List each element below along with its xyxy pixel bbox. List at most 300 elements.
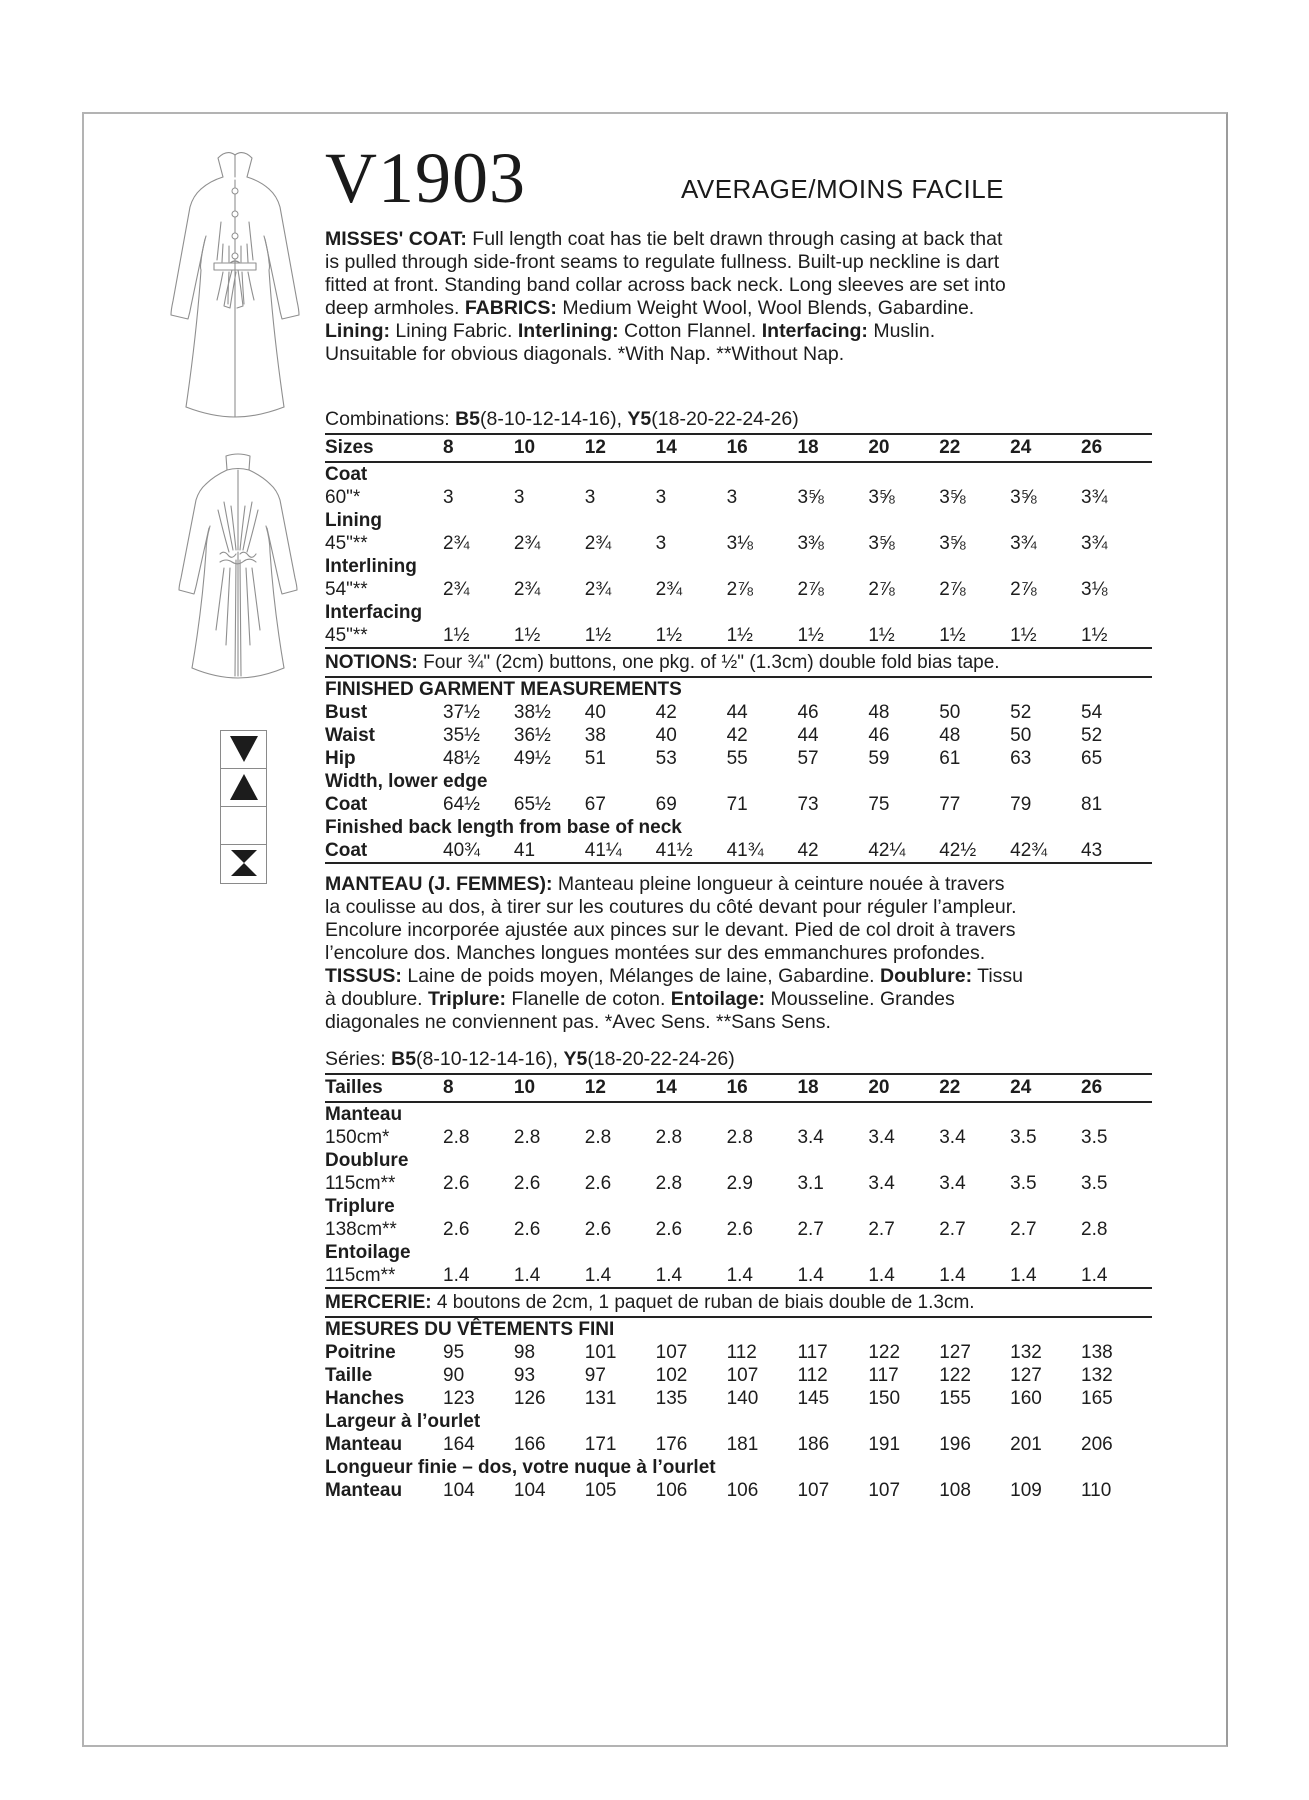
value-cell: 64½: [443, 794, 480, 815]
group-label: Coat: [325, 464, 368, 485]
value-cell: 42½: [939, 840, 977, 861]
value-cell: 93: [513, 1365, 536, 1386]
value-cell: 3: [513, 487, 525, 508]
value-cell: 79: [1010, 794, 1032, 815]
value-cell: 35½: [443, 725, 480, 746]
group-row: [325, 1149, 1152, 1172]
value-cell: 40: [584, 702, 606, 723]
value-cell: 3.5: [1081, 1173, 1108, 1194]
value-cell: 2¾: [655, 579, 683, 600]
text-run: Medium Weight Wool, Wool Blends, Gabardine.: [556, 297, 975, 319]
value-cell: 73: [797, 794, 819, 815]
value-cell: 2⅞: [797, 579, 824, 600]
value-cell: 3.5: [1010, 1173, 1037, 1194]
group-row: [325, 601, 1152, 624]
group-label: Manteau: [325, 1104, 403, 1125]
value-cell: 126: [513, 1388, 546, 1409]
data-row: [325, 1364, 1152, 1387]
value-cell: 57: [797, 748, 819, 769]
row-label: 45"**: [325, 625, 368, 646]
value-cell: 69: [655, 794, 677, 815]
group-label: Interlining: [325, 556, 417, 577]
group-label: Longueur finie – dos, votre nuque à l’ourlet: [325, 1457, 716, 1478]
value-cell: 46: [797, 702, 819, 723]
value-cell: 196: [939, 1434, 971, 1455]
value-cell: 176: [655, 1434, 688, 1455]
value-cell: 2.8: [726, 1127, 753, 1148]
group-label: Lining: [325, 510, 382, 531]
value-cell: 98: [513, 1342, 536, 1363]
size-column-header: 12: [585, 1074, 656, 1102]
value-cell: 107: [726, 1365, 759, 1386]
value-cell: 2.9: [726, 1173, 753, 1194]
value-cell: 3: [584, 487, 596, 508]
value-cell: 3¾: [1010, 533, 1037, 554]
value-cell: 2⅞: [868, 579, 895, 600]
value-cell: 3⅝: [939, 487, 966, 508]
value-cell: 2.6: [726, 1219, 753, 1240]
size-column-header: 22: [939, 434, 1010, 462]
value-cell: 42¾: [1010, 840, 1048, 861]
value-cell: 3⅛: [1081, 579, 1108, 600]
value-cell: 48: [868, 702, 890, 723]
bold-text-run: Entoilage:: [670, 988, 766, 1010]
value-cell: 51: [584, 748, 606, 769]
value-cell: 122: [868, 1342, 901, 1363]
value-cell: 171: [584, 1434, 617, 1455]
size-column-header: 24: [1010, 434, 1081, 462]
bold-text-run: Y5: [563, 1048, 588, 1070]
value-cell: 181: [726, 1434, 759, 1455]
value-cell: 107: [655, 1342, 688, 1363]
value-cell: 1.4: [868, 1265, 895, 1286]
group-label: Largeur à l’ourlet: [325, 1411, 481, 1432]
text-run: (8-10-12-14-16),: [480, 408, 628, 430]
group-row: [325, 462, 1152, 486]
size-column-header: 22: [939, 1074, 1010, 1102]
size-column-header: 20: [868, 434, 939, 462]
value-cell: 2¾: [513, 533, 541, 554]
value-cell: 75: [868, 794, 890, 815]
row-label: Bust: [325, 702, 368, 723]
table-header-label: Sizes: [325, 434, 443, 462]
value-cell: 1.4: [443, 1265, 470, 1286]
value-cell: 201: [1010, 1434, 1042, 1455]
size-column-header: 24: [1010, 1074, 1081, 1102]
value-cell: 105: [584, 1480, 617, 1501]
row-label: 45"**: [325, 533, 368, 554]
data-row: [325, 1218, 1152, 1241]
value-cell: 3.4: [868, 1173, 895, 1194]
value-cell: 53: [655, 748, 677, 769]
heading-label: MESURES DU VÊTEMENTS FINI: [325, 1319, 615, 1340]
value-cell: 3: [443, 487, 454, 508]
size-column-header: 18: [797, 1074, 868, 1102]
bold-text-run: MISSES' COAT:: [325, 228, 467, 250]
value-cell: 2¾: [513, 579, 541, 600]
row-label: Poitrine: [325, 1342, 396, 1363]
value-cell: 2.8: [513, 1127, 541, 1148]
value-cell: 2.7: [939, 1219, 966, 1240]
value-cell: 3⅝: [868, 487, 895, 508]
value-cell: 3¾: [1081, 533, 1108, 554]
value-cell: 61: [939, 748, 961, 769]
value-cell: 123: [443, 1388, 475, 1409]
hourglass-symbol: [221, 845, 266, 883]
value-cell: 44: [726, 702, 748, 723]
cutting-layout-symbols: [220, 730, 267, 884]
value-cell: 50: [1010, 725, 1032, 746]
table-header-label: Tailles: [325, 1074, 443, 1102]
value-cell: 3.5: [1010, 1127, 1037, 1148]
value-cell: 2.8: [655, 1173, 683, 1194]
bold-text-run: Interlining:: [517, 320, 619, 342]
table-header-row: [325, 434, 1152, 462]
value-cell: 38: [584, 725, 606, 746]
value-cell: 81: [1081, 794, 1103, 815]
data-row: [325, 532, 1152, 555]
value-cell: 2.6: [584, 1173, 612, 1194]
group-row: [325, 1456, 1152, 1479]
note-lead: MERCERIE:: [325, 1292, 432, 1313]
value-cell: 3⅝: [939, 533, 966, 554]
data-row: [325, 1172, 1152, 1195]
value-cell: 90: [443, 1365, 465, 1386]
data-row: [325, 1387, 1152, 1410]
value-cell: 132: [1010, 1342, 1042, 1363]
blank-symbol: [221, 807, 266, 845]
row-label: Manteau: [325, 1434, 403, 1455]
text-run: Manteau pleine longueur à ceinture nouée à travers la coulisse au dos, à tirer sur les coutures du côté devant pour réguler l’ampleur. Encolure incorporée ajustée aux pinces sur le devant. Pied de col droit à travers l’encolure dos. Manches longues montées sur des emmanchures profondes.: [325, 873, 1017, 964]
size-column-header: 18: [797, 434, 868, 462]
value-cell: 102: [655, 1365, 688, 1386]
group-row: [325, 816, 1152, 839]
value-cell: 3.5: [1081, 1127, 1108, 1148]
text-run: Flanelle de coton.: [506, 988, 671, 1010]
value-cell: 1½: [513, 625, 541, 646]
text-run: Cotton Flannel.: [618, 320, 762, 342]
value-cell: 1.4: [726, 1265, 753, 1286]
value-cell: 49½: [513, 748, 551, 769]
value-cell: 117: [868, 1365, 899, 1386]
data-row: [325, 839, 1152, 863]
value-cell: 2.7: [797, 1219, 824, 1240]
value-cell: 135: [655, 1388, 688, 1409]
value-cell: 1.4: [797, 1265, 824, 1286]
value-cell: 140: [726, 1388, 759, 1409]
value-cell: 71: [726, 794, 748, 815]
value-cell: 44: [797, 725, 819, 746]
text-run: Combinations:: [325, 408, 456, 430]
value-cell: 1½: [584, 625, 612, 646]
value-cell: 2.6: [655, 1219, 683, 1240]
data-row: [325, 1341, 1152, 1364]
value-cell: 2¾: [584, 533, 612, 554]
value-cell: 108: [939, 1480, 971, 1501]
data-row: [325, 1479, 1152, 1502]
value-cell: 104: [443, 1480, 475, 1501]
value-cell: 122: [939, 1365, 971, 1386]
size-column-header: 12: [585, 434, 656, 462]
note-row: [325, 648, 1152, 677]
value-cell: 41: [513, 840, 536, 861]
english-description: [325, 228, 1015, 366]
size-column-header: 26: [1081, 1074, 1152, 1102]
heading-row: [325, 677, 1152, 701]
size-column-header: 8: [443, 1074, 514, 1102]
value-cell: 165: [1081, 1388, 1113, 1409]
value-cell: 155: [939, 1388, 971, 1409]
heading-label: FINISHED GARMENT MEASUREMENTS: [325, 679, 682, 700]
value-cell: 101: [584, 1342, 617, 1363]
text-run: Mousseline. Grandes diagonales ne conviennent pas. *Avec Sens. **Sans Sens.: [325, 988, 955, 1033]
size-column-header: 10: [514, 1074, 585, 1102]
size-column-header: 8: [443, 434, 514, 462]
headline-row: [325, 140, 1152, 216]
value-cell: 3⅜: [797, 533, 824, 554]
note-cell: NOTIONS: Four ¾" (2cm) buttons, one pkg. of ½" (1.3cm) double fold bias tape.: [325, 648, 1152, 677]
size-column-header: 10: [514, 434, 585, 462]
value-cell: 2¾: [584, 579, 612, 600]
pattern-envelope-back-page: [82, 112, 1228, 1747]
value-cell: 191: [868, 1434, 901, 1455]
combinations-line: [325, 408, 1152, 431]
value-cell: 43: [1081, 840, 1103, 861]
value-cell: 77: [939, 794, 961, 815]
row-label: 54"**: [325, 579, 368, 600]
row-label: Coat: [325, 794, 368, 815]
value-cell: 164: [443, 1434, 475, 1455]
english-sizing-table: [325, 433, 1152, 864]
value-cell: 2.6: [513, 1219, 541, 1240]
value-cell: 150: [868, 1388, 901, 1409]
size-column-header: 14: [656, 434, 727, 462]
value-cell: 50: [939, 702, 961, 723]
value-cell: 3⅛: [726, 533, 753, 554]
bold-text-run: Y5: [627, 408, 652, 430]
size-column-header: 20: [868, 1074, 939, 1102]
value-cell: 106: [655, 1480, 688, 1501]
size-column-header: 16: [727, 1074, 798, 1102]
value-cell: 95: [443, 1342, 465, 1363]
bold-text-run: Interfacing:: [761, 320, 868, 342]
value-cell: 110: [1081, 1480, 1112, 1501]
row-label: Taille: [325, 1365, 373, 1386]
value-cell: 2.8: [584, 1127, 612, 1148]
text-run: Muslin. Unsuitable for obvious diagonals. *With Nap. **Without Nap.: [325, 320, 936, 365]
data-row: [325, 793, 1152, 816]
value-cell: 127: [939, 1342, 971, 1363]
value-cell: 1.4: [939, 1265, 966, 1286]
french-description: [325, 873, 1025, 1034]
value-cell: 2.6: [584, 1219, 612, 1240]
value-cell: 206: [1081, 1434, 1113, 1455]
value-cell: 2.6: [443, 1173, 470, 1194]
value-cell: 36½: [513, 725, 551, 746]
row-label: Hip: [325, 748, 356, 769]
group-row: [325, 555, 1152, 578]
coat-back-illustration: [158, 440, 318, 690]
group-label: Width, lower edge: [325, 771, 488, 792]
value-cell: 54: [1081, 702, 1103, 723]
text-run: Lining Fabric.: [389, 320, 518, 342]
coat-front-illustration: [150, 136, 320, 436]
main-content: [325, 114, 1152, 1502]
value-cell: 55: [726, 748, 748, 769]
size-column-header: 14: [656, 1074, 727, 1102]
triangle-down-symbol: [221, 731, 266, 769]
row-label: 60"*: [325, 487, 361, 508]
group-label: Triplure: [325, 1196, 395, 1217]
value-cell: 160: [1010, 1388, 1042, 1409]
value-cell: 37½: [443, 702, 480, 723]
french-sizing-table: [325, 1073, 1152, 1502]
series-line: [325, 1048, 1152, 1071]
value-cell: 127: [1010, 1365, 1042, 1386]
value-cell: 3⅝: [1010, 487, 1037, 508]
value-cell: 2⅞: [939, 579, 966, 600]
value-cell: 2.8: [655, 1127, 683, 1148]
row-label: 115cm**: [325, 1265, 396, 1286]
value-cell: 3: [655, 533, 667, 554]
value-cell: 1½: [443, 625, 470, 646]
value-cell: 132: [1081, 1365, 1113, 1386]
row-label: Hanches: [325, 1388, 405, 1409]
value-cell: 38½: [513, 702, 551, 723]
value-cell: 1½: [655, 625, 683, 646]
bold-text-run: Lining:: [325, 320, 390, 342]
value-cell: 1½: [939, 625, 966, 646]
table-header-row: [325, 1074, 1152, 1102]
row-label: 115cm**: [325, 1173, 396, 1194]
note-cell: MERCERIE: 4 boutons de 2cm, 1 paquet de ruban de biais double de 1.3cm.: [325, 1288, 1152, 1317]
heading-row: [325, 1317, 1152, 1341]
group-label: Interfacing: [325, 602, 423, 623]
value-cell: 186: [797, 1434, 830, 1455]
value-cell: 112: [726, 1342, 757, 1363]
bold-text-run: Triplure:: [428, 988, 507, 1010]
value-cell: 3: [655, 487, 667, 508]
value-cell: 3.4: [868, 1127, 895, 1148]
value-cell: 3⅝: [797, 487, 824, 508]
row-label: 150cm*: [325, 1127, 390, 1148]
text-run: (18-20-22-24-26): [651, 408, 799, 430]
value-cell: 63: [1010, 748, 1032, 769]
value-cell: 1.4: [1081, 1265, 1108, 1286]
group-row: [325, 1102, 1152, 1126]
bold-text-run: Doublure:: [880, 965, 973, 987]
value-cell: 1½: [726, 625, 753, 646]
data-row: [325, 1126, 1152, 1149]
value-cell: 145: [797, 1388, 830, 1409]
group-row: [325, 1410, 1152, 1433]
value-cell: 48½: [443, 748, 480, 769]
value-cell: 3⅝: [868, 533, 895, 554]
value-cell: 3.1: [797, 1173, 824, 1194]
value-cell: 41¼: [584, 840, 622, 861]
value-cell: 48: [939, 725, 961, 746]
value-cell: 1½: [1081, 625, 1108, 646]
text-run: (8-10-12-14-16),: [416, 1048, 564, 1070]
value-cell: 2¾: [443, 579, 470, 600]
value-cell: 109: [1010, 1480, 1042, 1501]
value-cell: 97: [584, 1365, 606, 1386]
data-row: [325, 724, 1152, 747]
data-row: [325, 1264, 1152, 1288]
value-cell: 112: [797, 1365, 828, 1386]
data-row: [325, 624, 1152, 648]
value-cell: 2.7: [1010, 1219, 1037, 1240]
value-cell: 42: [797, 840, 819, 861]
value-cell: 42: [726, 725, 748, 746]
value-cell: 2.8: [1081, 1219, 1108, 1240]
bold-text-run: MANTEAU (J. FEMMES):: [325, 873, 553, 895]
note-row: [325, 1288, 1152, 1317]
value-cell: 3: [726, 487, 738, 508]
bold-text-run: FABRICS:: [464, 297, 557, 319]
pattern-number: V1903: [325, 138, 526, 218]
data-row: [325, 578, 1152, 601]
value-cell: 65: [1081, 748, 1103, 769]
data-row: [325, 747, 1152, 770]
value-cell: 46: [868, 725, 890, 746]
value-cell: 1.4: [513, 1265, 541, 1286]
value-cell: 117: [797, 1342, 828, 1363]
value-cell: 131: [584, 1388, 617, 1409]
value-cell: 41½: [655, 840, 693, 861]
text-run: Laine de poids moyen, Mélanges de laine, Gabardine.: [401, 965, 881, 987]
data-row: [325, 1433, 1152, 1456]
group-label: Finished back length from base of neck: [325, 817, 682, 838]
value-cell: 3¾: [1081, 487, 1108, 508]
group-row: [325, 770, 1152, 793]
value-cell: 59: [868, 748, 890, 769]
value-cell: 1.4: [655, 1265, 683, 1286]
text-run: (18-20-22-24-26): [587, 1048, 735, 1070]
value-cell: 2⅞: [726, 579, 753, 600]
size-column-header: 26: [1081, 434, 1152, 462]
value-cell: 2.6: [513, 1173, 541, 1194]
value-cell: 2.7: [868, 1219, 895, 1240]
value-cell: 41¾: [726, 840, 764, 861]
group-row: [325, 1241, 1152, 1264]
note-lead: NOTIONS:: [325, 652, 418, 673]
value-cell: 1.4: [584, 1265, 612, 1286]
text-run: Full length coat has tie belt drawn through casing at back that is pulled through side-front seams to regulate fullness. Built-up neckline is dart fitted at front. Standing band collar across back neck. Long sleeves are set into deep armholes.: [325, 228, 1006, 319]
value-cell: 106: [726, 1480, 759, 1501]
bold-text-run: B5: [391, 1048, 417, 1070]
bold-text-run: B5: [455, 408, 481, 430]
value-cell: 2.8: [443, 1127, 470, 1148]
value-cell: 42: [655, 702, 677, 723]
value-cell: 2⅞: [1010, 579, 1037, 600]
value-cell: 166: [513, 1434, 546, 1455]
row-label: Coat: [325, 840, 368, 861]
group-label: Doublure: [325, 1150, 409, 1171]
data-row: [325, 701, 1152, 724]
value-cell: 1.4: [1010, 1265, 1037, 1286]
difficulty-label: AVERAGE/MOINS FACILE: [680, 174, 1004, 204]
data-row: [325, 486, 1152, 509]
value-cell: 65½: [513, 794, 551, 815]
value-cell: 107: [868, 1480, 901, 1501]
value-cell: 1½: [868, 625, 895, 646]
group-label: Entoilage: [325, 1242, 411, 1263]
size-column-header: 16: [727, 434, 798, 462]
value-cell: 3.4: [939, 1173, 966, 1194]
triangle-up-symbol: [221, 769, 266, 807]
value-cell: 107: [797, 1480, 830, 1501]
